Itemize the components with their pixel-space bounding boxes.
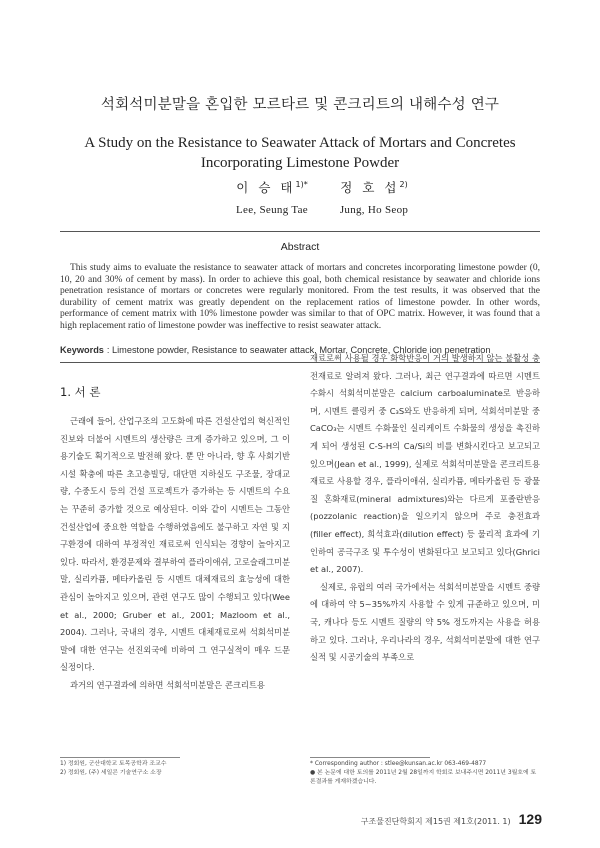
left-column [60,384,290,695]
author-2-name-ko: 정 호 섭 [340,180,400,195]
footnotes-right [310,760,540,787]
paragraph: 실제로, 유럽의 여러 국가에서는 석회석미분말을 시멘트 중량에 대하여 약 5~35%까지 사용할 수 있게 규준하고 있으며, 미국, 캐나다 등도 시멘트 질량의 약 5% 정도까지는 사용을 허용하고 있다. 그러나, 우리나라의 경우, 석회석미분말에 대한 연구실적 및 시공기술의 부족으로 [310,581,540,663]
abstract-heading: Abstract [280,241,320,253]
abstract-top-rule [60,231,540,232]
paragraph: 과거의 연구결과에 의하면 석회석미분말은 콘크리트용 [70,679,265,690]
footnotes-left [60,760,290,778]
author-2-affiliation-mark: 2) [399,179,408,189]
page-footer [361,811,542,827]
section-heading: 1. 서 론 [60,385,101,399]
author-1-affiliation-mark: 1)* [295,179,308,189]
footnote-rule-left [60,757,180,758]
keywords-label: Keywords [60,345,104,355]
author-1-name-ko: 이 승 태 [236,180,296,195]
author-2-name-en: Jung, Ho Seop [339,204,409,216]
title-korean: 석회석미분말을 혼입한 모르타르 및 콘크리트의 내해수성 연구 [100,97,500,113]
footnote-rule-right [310,757,430,758]
footnote-discussion-notice: ● 본 논문에 대한 토의를 2011년 2월 28일까지 학회로 보내주시면 2011년 3월호에 토론결과를 게재하겠습니다. [310,770,537,785]
paragraph: 재료로써 사용될 경우 화학반응이 거의 발생하지 않는 불활성 충전재료로 알려져 왔다. 그러나, 최근 연구결과에 따르면 시멘트 수화시 석회석미분말은 calcium carboaluminate로 반응하며, 시멘트 클링커 중 C₃S와도 반응하게 되며, 석회석미분말 중 CaCO₃는 시멘트 수화물인 실리케이트 수화물의 생성을 촉진하게 되어 생성된 C-S-H의 Ca/Si의 비를 변화시킨다고 보고되고 있으며(Jean et al., 1999), 실제로 석회석미분말을 콘크리트용 재료로 사용할 경우, 플라이애쉬, 실리카퓸, 메타카올린 등 광물질 혼화재료(mineral admixtures)와는 다르게 포졸란반응(pozzolanic reaction)을 일으키지 않으며 주로 충전효과(filler effect), 희석효과(dilution effect) 등 물리적 효과에 기인하여 공극구조 및 투수성이 변화된다고 보고되고 있다(Ghrici et al., 2007). [310,353,540,575]
footnote: 1) 정회원, 군산대학교 토목공학과 조교수 [60,761,167,767]
footnote-corresponding-author: * Corresponding author : stlee@kunsan.ac.kr 063-469-4877 [310,761,487,767]
journal-name: 구조물진단학회지 제15권 제1호(2011. 1) [360,817,511,826]
abstract-body: This study aims to evaluate the resistance to seawater attack of mortars and concretes incorporating limestone powder (0, 10, 20 and 30% of cement by mass). In order to achieve this goal, both chemical resistance by seawater and chloride ions penetration resistance of mortars or concretes were regularly monitored. From the test results, it was observed that the durability of cement matrix was greatly dependent on the replacement ratios of limestone powder. In other words, performance of cement matrix with 10% limestone powder was similar to that of OPC matrix. However, it was found that a high replacement ratio of limestone powder was ineffective to resist seawater attack. [60,263,540,331]
paragraph: 근래에 들어, 산업구조의 고도화에 따른 건설산업의 혁신적인 진보와 더불어 시멘트의 생산량은 크게 증가하고 있으며, 그 이용기술도 획기적으로 발전해 왔다. 뿐 만 아니라, 향 후 사회기반시설 확충에 따른 초고층빌딩, 대단면 지하실도 구조물, 장대교량, 수중도시 등의 건설 프로젝트가 증가하는 등 시멘트의 수요는 꾸준히 증가할 것으로 예상된다. 이와 같이 시멘트는 그동안 건설산업에 중요한 역할을 수행하였음에도 불구하고 자연 및 지구환경에 대하여 부정적인 재료로써 인식되는 경향이 높아지고 있다. 따라서, 환경문제와 결부하여 플라이애쉬, 고로슬래그미분말, 실리카퓸, 메타카올린 등 시멘트 대체재료의 효능성에 대한 관심이 높아지고 있으며, 관련 연구도 많이 수행되고 있다(Wee et al., 2000; Gruber et al., 2001; Mazloom et al., 2004). 그러나, 국내의 경우, 시멘트 대체재료로써 석회석미분말에 대한 연구는 선진외국에 비하여 그 연구실적이 매우 드문 실정이다. [60,416,290,673]
right-column [310,350,540,667]
author-2 [314,178,434,216]
keywords-text: : Limestone powder, Resistance to seawater attack, Mortar, Concrete, Chloride ion penetration [106,345,491,355]
author-1-name-en: Lee, Seung Tae [236,204,308,216]
footnote: 2) 정회원, (주) 세일콘 기술연구소 소장 [60,770,162,776]
title-english: A Study on the Resistance to Seawater Attack of Mortars and Concretes Incorporating Limestone Powder [84,135,516,171]
page-number: 129 [518,811,542,827]
